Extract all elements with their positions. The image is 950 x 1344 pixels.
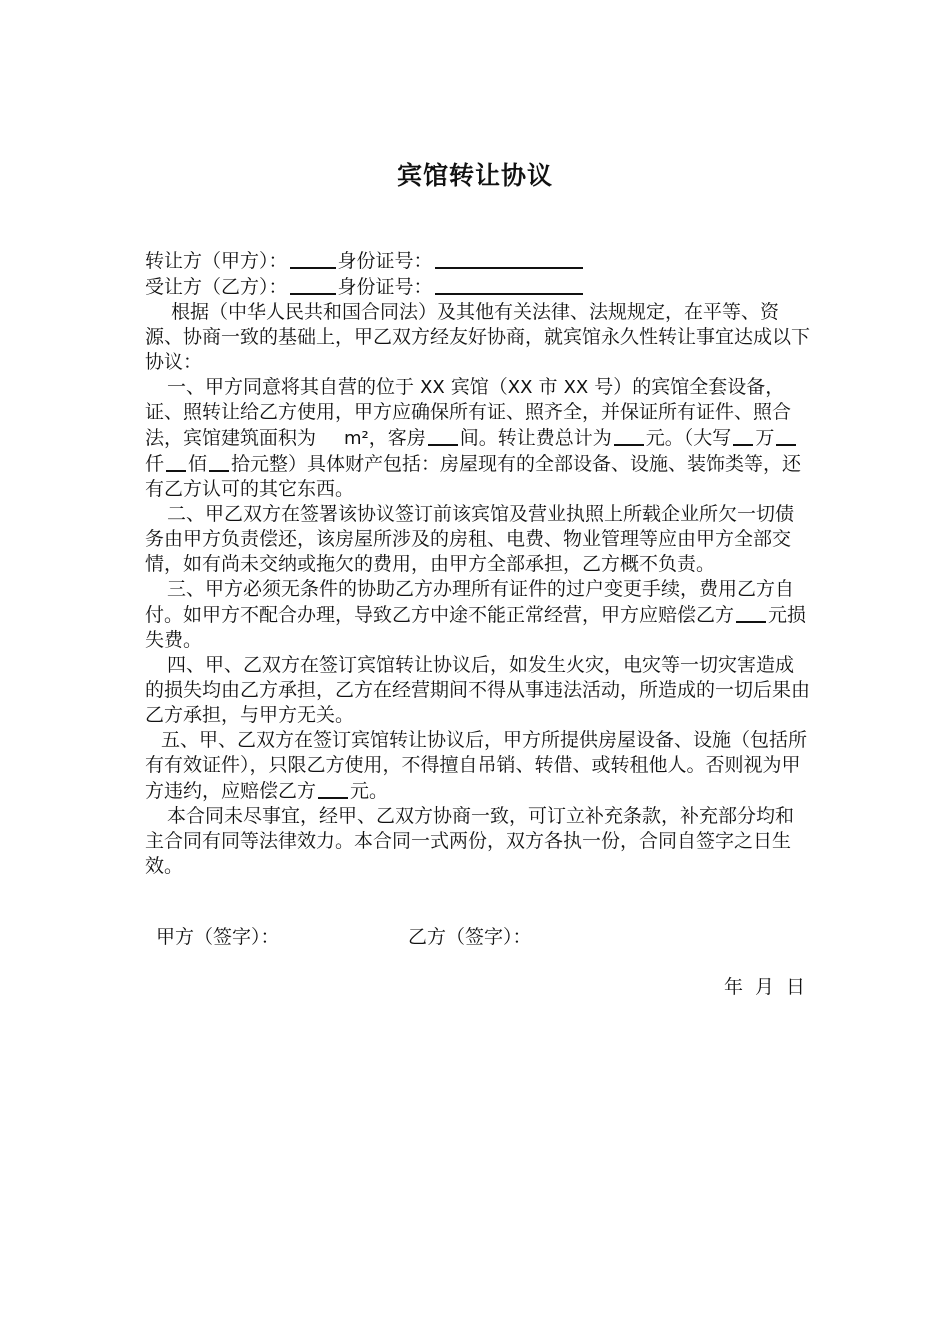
clause-1-xx-number: XX bbox=[563, 377, 589, 398]
clause-3 bbox=[145, 577, 810, 653]
signature-party-a: 甲方（签字）： bbox=[156, 926, 280, 948]
compensation-blank-1 bbox=[736, 602, 766, 623]
bai-label: 佰 bbox=[188, 453, 208, 475]
clause-4: 四、甲、乙双方在签订宾馆转让协议后，如发生火灾，电灾等一切灾害造成的损失均由乙方承担，乙方在经营期间不得从事违法活动，所造成的一切后果由乙方承担，与甲方无关。 bbox=[145, 654, 811, 726]
signing-date bbox=[712, 972, 805, 999]
clause-1-text-h: 拾元整）具体财产包括：房屋现有的全部设备、设施、装饰类等，还有乙方认可的其它东西。 bbox=[145, 453, 802, 500]
clause-1-text-c: 市 bbox=[538, 376, 558, 398]
clause-1-text-b: 宾馆（ bbox=[450, 376, 508, 398]
clause-1-text-e: ，客房 bbox=[368, 427, 426, 449]
area-blank bbox=[318, 427, 342, 446]
party-a-line bbox=[145, 248, 810, 274]
date-day: 日 bbox=[785, 976, 805, 998]
clause-2: 二、甲乙双方在签署该协议签订前该宾馆及营业执照上所载企业所欠一切债务由甲方负责偿还，该房屋所涉及的房租、电费、物业管理等应由甲方全部交情，如有尚未交纳或拖欠的费用，由甲方全部承担，乙方概不负责。 bbox=[145, 503, 795, 575]
wan-blank bbox=[733, 425, 753, 446]
party-b-id-blank bbox=[435, 274, 583, 295]
qian-label: 仟 bbox=[145, 453, 165, 475]
party-a-label: 转让方（甲方）： bbox=[145, 250, 288, 272]
clause-1-xx-hotel: XX bbox=[420, 377, 445, 398]
clause-5-text-a: 五、甲、乙双方在签订宾馆转让协议后，甲方所提供房屋设备、设施（包括所有有效证件），只限乙方使用，不得擅自吊销、转借、或转租他人。否则视为甲方违约，应赔偿乙方 bbox=[145, 729, 808, 802]
intro-paragraph: 根据（中华人民共和国合同法）及其他有关法律、法规规定，在平等、资源、协商一致的基础上，甲乙双方经友好协商，就宾馆永久性转让事宜达成以下协议： bbox=[145, 301, 811, 373]
clause-1-text-a: 一、甲方同意将其自营的位于 bbox=[167, 376, 415, 398]
shi-blank bbox=[209, 451, 229, 472]
document-title: 宾馆转让协议 bbox=[396, 161, 553, 190]
party-a-id-label: 身份证号： bbox=[337, 250, 433, 272]
clause-5-text-b: 元。 bbox=[350, 780, 389, 802]
signature-party-b: 乙方（签字）： bbox=[408, 926, 532, 948]
clause-5 bbox=[145, 728, 810, 804]
closing-paragraph: 本合同未尽事宜，经甲、乙双方协商一致，可订立补充条款，补充部分均和主合同有同等法律效力。本合同一式两份，双方各执一份，合同自签字之日生效。 bbox=[145, 805, 795, 877]
clause-3-text-a: 三、甲方必须无条件的协助乙方办理所有证件的过户变更手续，费用乙方自付。如甲方不配合办理，导致乙方中途不能正常经营，甲方应赔偿乙方 bbox=[145, 578, 795, 626]
party-b-line bbox=[145, 274, 810, 300]
qian-blank bbox=[776, 425, 796, 446]
party-b-name-blank bbox=[290, 274, 336, 295]
clause-1-xx-city: XX bbox=[507, 377, 533, 398]
rooms-blank bbox=[428, 425, 458, 446]
document-body bbox=[145, 248, 810, 879]
date-year: 年 bbox=[723, 976, 743, 998]
clause-1-text-g: 元。（大写 bbox=[645, 427, 732, 449]
party-a-name-blank bbox=[290, 248, 336, 269]
bai-blank bbox=[166, 451, 186, 472]
clause-3-text-b: 元损失费。 bbox=[145, 604, 807, 651]
party-b-id-label: 身份证号： bbox=[337, 276, 433, 298]
area-unit: m² bbox=[344, 428, 369, 449]
clause-1-text-f: 间。转让费总计为 bbox=[459, 427, 612, 449]
party-b-label: 受让方（乙方）： bbox=[145, 276, 288, 298]
compensation-blank-2 bbox=[318, 778, 348, 799]
clause-1-text-d: 号）的宾馆全套设备，证、照转让给乙方使用，甲方应确保所有证、照齐全，并保证所有证件、照合法，宾馆建筑面积为 bbox=[145, 376, 792, 449]
wan-label: 万 bbox=[755, 427, 775, 449]
clause-1 bbox=[145, 375, 810, 502]
fee-blank bbox=[614, 425, 644, 446]
party-a-id-blank bbox=[435, 248, 583, 269]
date-month: 月 bbox=[754, 976, 774, 998]
